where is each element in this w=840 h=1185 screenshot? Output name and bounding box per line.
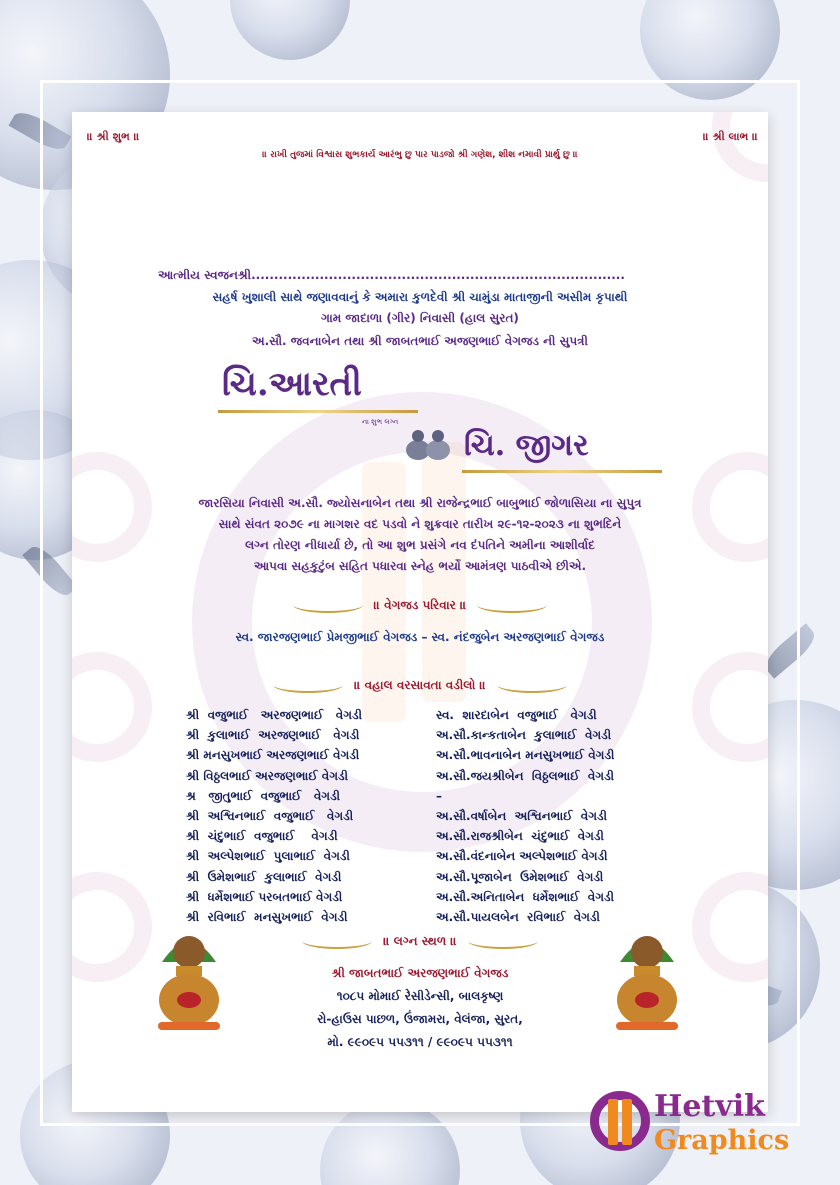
elder-row [186,728,676,748]
brand-line-1: Hetvik [654,1089,765,1124]
elder-female: અ.સૌ.પૂજાબેન ઉમેશભાઈ વેગડી [436,869,604,884]
flourish-right-icon [468,933,538,949]
elder-male: શ્રી રવિભાઈ મનસુખભાઈ વેગડી [186,909,348,924]
groom-name: ચિ. જીગર [464,428,589,463]
shri-shubh: ॥ શ્રી શુભ ॥ [87,130,140,143]
brand-line-2: Graphics [654,1125,790,1156]
groom-underline [462,470,662,473]
elder-female: અ.સૌ.પાયલબેન રવિભાઈ વેગડી [436,909,600,924]
intro-line-1: સહર્ષ ખુશાલી સાથે જણાવવાનું કે અમારા કુળદેવી શ્રી ચામુંડા માતાજીની અસીમ કૃપાથી [212,290,628,304]
elder-female: અ.સૌ.અનિતાબેન ધર્મેશભાઈ વેગડી [436,889,615,904]
hetvik-mark-icon [590,1091,650,1151]
elder-male: શ્રી કુલાભાઈ અરજણભાઈ વેગડી [186,728,360,743]
bride-name: ચિ.આરતી [222,364,362,404]
flourish-right-icon [497,677,567,693]
elder-row [186,708,676,728]
body-line-2: સાથે સંવત ૨૦૭૯ ના માગશર વદ પડવો ને શુક્રવાર તારીખ ૨૯-૧૨-૨૦૨૩ ના શુભદિને [218,517,622,531]
couple-illustration-icon [402,424,454,462]
elder-row [186,870,676,890]
intro-line-3: અ.સૌ. જવનાબેન તથા શ્રી જાબતભાઈ અજણભાઈ વેગજડ ની સુપત્રી [252,334,588,348]
elder-row [186,910,676,930]
hetvik-graphics-logo [590,1085,830,1175]
bride-underline [218,410,418,413]
elder-male: શ્રી ઉમેશભાઈ કુલાભાઈ વેગડી [186,869,342,884]
flourish-left-icon [293,597,363,613]
couple-label: ના શુભ લગ્ન [362,418,399,426]
elder-male: શ્રી અલ્પેશભાઈ પુલાભાઈ વેગડી [186,849,350,864]
elder-female: અ.સૌ.રાજશ્રીબેન ચંદુભાઈ વેગડી [436,829,604,844]
family-line: સ્વ. જારજણભાઈ પ્રેમજીભાઈ વેગજડ – સ્વ. નંદજુબેન અરજણભાઈ વેગજડ [235,630,605,644]
kalash-left-icon [152,922,226,1032]
kalash-right-icon [610,922,684,1032]
invitation-card [72,112,768,1112]
elder-female: અ.સૌ.ભાવનાબેન મનસુખભાઈ વેગડી [436,748,615,763]
flourish-right-icon [477,597,547,613]
venue-heading: ॥ લગ્ન સ્થળ ॥ [383,934,457,948]
header-row [72,130,768,170]
venue-address-2: રો-હાઉસ પાછળ, ઉંજામરા, વેલંજા, સુરત, [317,1012,523,1026]
flourish-left-icon [302,933,372,949]
family-heading: ॥ વેગજડ પરિવાર ॥ [373,598,467,612]
venue-name: શ્રી જાબતભાઈ અરજણભાઈ વેગજડ [331,966,509,980]
elder-female: સ્વ. શારદાબેન વજુભાઈ વેગડી [436,708,597,722]
body-line-3: લગ્ન તોરણ નીધાર્યા છે, તો આ શુભ પ્રસંગે નવ દંપતિને અમીના આશીર્વાદ [245,538,595,552]
body-line-1: જારસિયા નિવાસી અ.સૌ. જ્યોસનાબેન તથા શ્રી રાજેન્દ્રભાઈ બાબુભાઈ જોળાસિયા ના સુપુત્ર [198,496,642,510]
elder-male: શ્રી ચંદુભાઈ વજુભાઈ વેગડી [186,829,338,844]
body-line-4: આપવા સહકુટુંબ સહિત પધારવા સ્નેહ ભર્યો આમંત્રણ પાઠવીએ છીએ. [253,559,587,573]
elder-row [186,849,676,869]
elder-row [186,809,676,829]
elder-female: અ.સૌ.કાન્કતાબેન કુલાભાઈ વેગડી [436,728,612,743]
elder-row [186,890,676,910]
ganesh-prayer: ॥ રાખી તુજમાં વિશ્વાસ શુભકાર્ય આરંભુ છુ પાર પાડજો શ્રી ગણેશ, શીશ નમાવી પ્રાર્થુ છુ ॥ [262,150,578,160]
elders-heading: ॥ વહાલ વરસાવતા વડીલો ॥ [354,678,486,692]
elder-male: શ્રી વજુભાઈ અરજણભાઈ વેગડી [186,708,363,722]
elder-row [186,789,676,809]
elder-male: શ્રી અશ્વિનભાઈ વજુભાઈ વેગડી [186,808,354,823]
elder-male: શ્ર જીતુભાઈ વજુભાઈ વેગડી [186,788,341,803]
greeting: આત્મીય સ્વજનશ્રી.................................................................................. [158,268,625,282]
elders-list [186,708,676,930]
venue-address-1: ૧૦૮૫ મોમાઈ રેસીડેન્સી, બાલકૃષ્ણ [336,989,504,1003]
elder-male: શ્રી ધર્મેશભાઈ પરબતભાઈ વેગડી [186,889,343,904]
shri-labh: ॥ શ્રી લાભ ॥ [702,130,758,143]
intro-line-2: ગામ જાદાળા (ગીર) નિવાસી (હાલ સુરત) [321,311,519,325]
venue-phone: મો. ૯૯૦૯૫ ૫૫૩૧૧ / ૯૯૦૯૫ ૫૫૩૧૧ [327,1035,513,1049]
family-heading-block [72,594,768,613]
elder-male: શ્રી મનસુખભાઈ અરજણભાઈ વેગડી [186,748,360,763]
elder-female: અ.સૌ.વર્ષાબેન અશ્વિનભાઈ વેગડી [436,808,608,823]
elder-male: શ્રી વિઠ્ઠલભાઈ અરજણભાઈ વેગડી [186,768,349,783]
flourish-left-icon [273,677,343,693]
elder-row [186,748,676,768]
elder-row [186,769,676,789]
elder-row [186,829,676,849]
elder-female: અ.સૌ.વંદનાબેન અલ્પેશભાઈ વેગડી [436,849,608,864]
elders-heading-block [72,674,768,693]
elder-female: અ.સૌ.જયશ્રીબેન વિઠ્ઠલભાઈ વેગડી [436,768,615,783]
elder-female: – [436,788,442,803]
